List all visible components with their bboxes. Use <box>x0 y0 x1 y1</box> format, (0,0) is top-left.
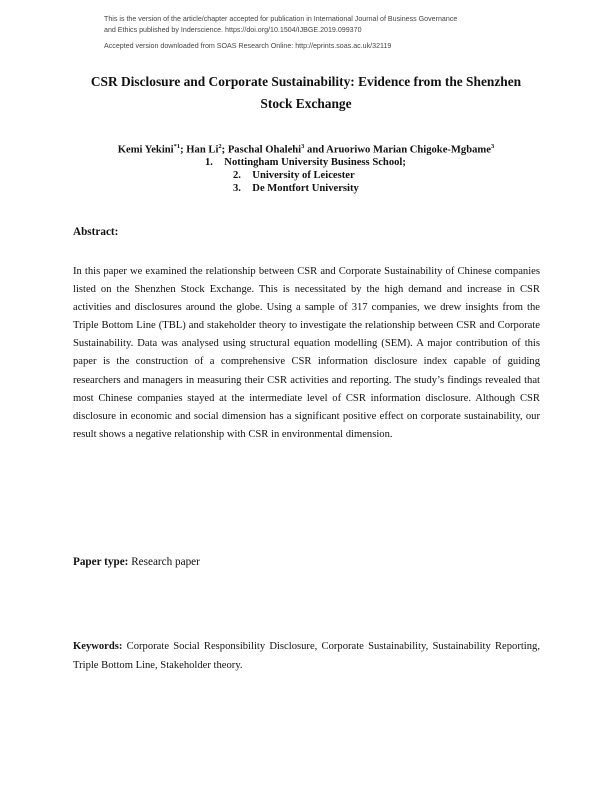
author-affiliation-mark: 3 <box>301 143 305 150</box>
author-list <box>60 143 552 156</box>
abstract-text: In this paper we examined the relationship between CSR and Corporate Sustainability of Chinese companies listed on the Shenzhen Stock Exchange. This is necessitated by the high demand and increase in CSR activities and disclosures around the globe. Using a sample of 317 companies, we drew insights from the Triple Bottom Line (TBL) and stakeholder theory to investigate the relationship between CSR and Corporate Sustainability. Data was analysed using structural equation modelling (SEM). A major contribution of this paper is the construction of a comprehensive CSR information disclosure index capable of guiding researchers and managers in measuring their CSR activities and reporting. The study’s findings revealed that most Chinese companies stayed at the intermediate level of CSR information disclosure. Although CSR disclosure in economic and social dimension has a significant positive effect on corporate sustainability, our result shows a negative relationship with CSR in environmental dimension. <box>73 266 540 440</box>
affiliation-text: University of Leicester <box>252 170 355 181</box>
paper-type <box>73 556 200 568</box>
affiliation-item <box>205 156 406 169</box>
affiliation-text: Nottingham University Business School; <box>224 157 406 168</box>
publication-note-line-1: This is the version of the article/chapter accepted for publication in International Journal of Business Governance <box>104 15 458 23</box>
affiliation-number: 2. <box>233 170 241 181</box>
author-separator: ; <box>221 144 228 156</box>
accepted-version-note: Accepted version downloaded from SOAS Research Online: http://eprints.soas.ac.uk/32119 <box>104 42 392 50</box>
author-name: Kemi Yekini <box>117 144 174 156</box>
keywords-label: Keywords: <box>73 641 123 652</box>
author-affiliation-mark: 3 <box>490 143 495 150</box>
paper-type-label: Paper type: <box>73 556 129 568</box>
affiliation-number: 3. <box>233 183 241 194</box>
affiliation-item <box>233 182 359 195</box>
author-separator: ; <box>180 144 187 156</box>
publication-note-line-2: and Ethics published by Inderscience. https://doi.org/10.1504/IJBGE.2019.099370 <box>104 25 362 34</box>
affiliation-number: 1. <box>205 157 213 168</box>
author-affiliation-mark: 2 <box>218 143 222 150</box>
paper-title-line-1: CSR Disclosure and Corporate Sustainability: Evidence from the Shenzhen <box>90 74 522 89</box>
author-name: Paschal Ohalehi <box>227 144 302 156</box>
author-affiliation-mark: *1 <box>173 143 181 150</box>
author-separator: and <box>304 144 327 156</box>
paper-type-value: Research paper <box>131 556 200 568</box>
affiliation-text: De Montfort University <box>252 183 359 194</box>
abstract-heading: Abstract: <box>73 226 119 238</box>
paper-title-line-2: Stock Exchange <box>260 96 352 111</box>
keywords <box>73 638 540 675</box>
keywords-value: Corporate Social Responsibility Disclosure, Corporate Sustainability, Sustainability Reporting, Triple Bottom Line, Stakeholder theory. <box>73 641 540 671</box>
author-name: Han Li <box>186 144 219 156</box>
affiliation-item <box>233 169 355 182</box>
author-name: Aruoriwo Marian Chigoke-Mgbame <box>326 144 491 156</box>
